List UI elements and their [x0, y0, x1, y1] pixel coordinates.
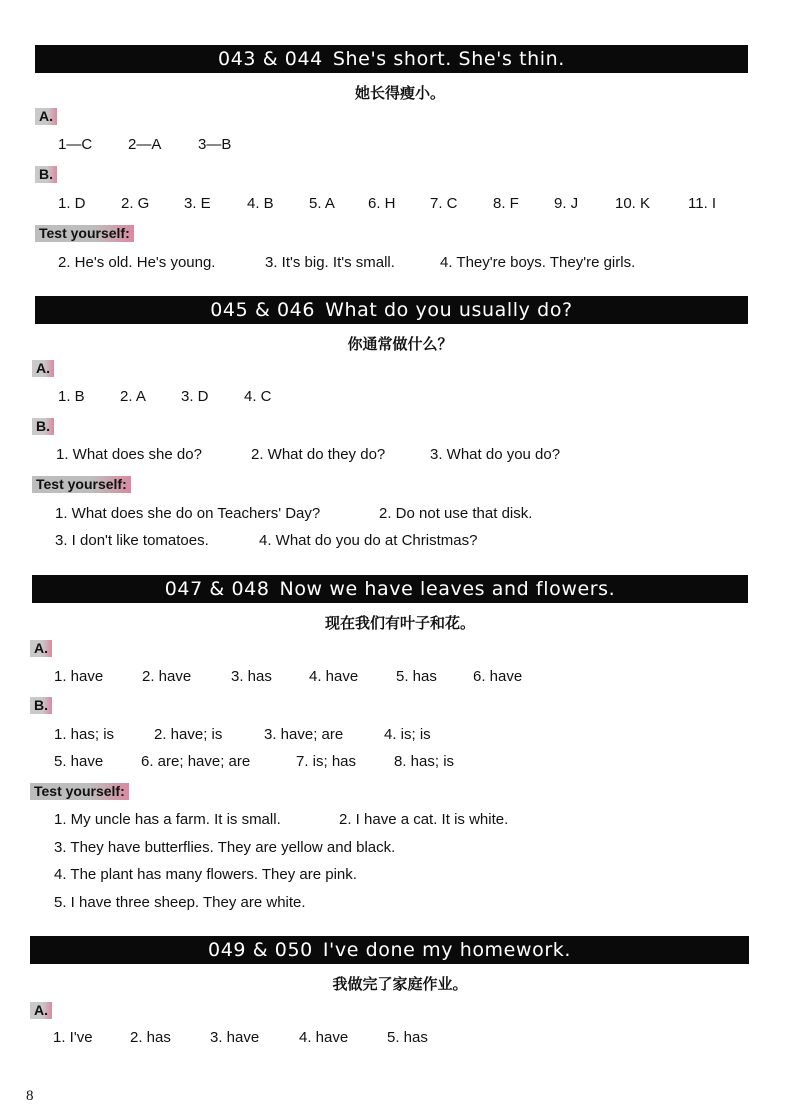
answer-item: 4. have — [299, 1029, 349, 1046]
answer-item: 8. F — [493, 195, 519, 212]
lesson-code: 047 & 048 — [164, 578, 270, 600]
answer-item: 7. is; has — [296, 753, 357, 770]
lesson-chinese-title: 我做完了家庭作业。 — [332, 975, 468, 993]
answer-item: 5. I have three sheep. They are white. — [54, 894, 306, 911]
answer-item: 4. B — [247, 195, 274, 212]
lesson-code: 045 & 046 — [210, 299, 316, 321]
answer-item: 3. They have butterflies. They are yellow and black. — [54, 839, 396, 856]
answer-item: 11. I — [688, 195, 717, 212]
section-label-a: A. — [35, 108, 57, 125]
lesson-chinese-title: 她长得瘦小。 — [354, 84, 445, 102]
answer-item: 3. It's big. It's small. — [265, 254, 395, 271]
answer-item: 5. has — [387, 1029, 428, 1046]
answer-item: 2. He's old. He's young. — [58, 254, 216, 271]
answer-item: 2. What do they do? — [251, 446, 386, 463]
answer-item: 1. has; is — [54, 726, 115, 743]
answer-item: 1. have — [54, 668, 104, 685]
lesson-chinese-title: 现在我们有叶子和花。 — [324, 614, 475, 632]
answer-row — [58, 136, 231, 153]
answer-item: 1. My uncle has a farm. It is small. — [54, 811, 281, 828]
answer-item: 1. What does she do? — [56, 446, 202, 463]
answer-row — [58, 195, 716, 212]
answer-item: 4. C — [244, 388, 272, 405]
answer-row — [55, 532, 477, 549]
answer-item: 1. B — [58, 388, 85, 405]
answer-item: 4. What do you do at Christmas? — [259, 532, 478, 549]
answer-item: 6. H — [368, 195, 396, 212]
answer-item: 2. G — [121, 195, 150, 212]
answer-item: 2—A — [128, 136, 162, 153]
section-label-test-yourself: Test yourself: — [32, 476, 131, 493]
section-label-b: B. — [30, 697, 52, 714]
answer-item: 7. C — [430, 195, 458, 212]
answer-item: 8. has; is — [394, 753, 455, 770]
answer-item: 2. has — [130, 1029, 171, 1046]
answer-item: 5. has — [396, 668, 437, 685]
answer-item: 2. have; is — [154, 726, 223, 743]
answer-item: 1. D — [58, 195, 86, 212]
lesson-banner — [35, 45, 748, 73]
section-label-b: B. — [32, 418, 54, 435]
answer-item: 6. are; have; are — [141, 753, 251, 770]
answer-item: 4. is; is — [384, 726, 431, 743]
answer-item: 4. have — [309, 668, 359, 685]
section-label-a: A. — [30, 1002, 52, 1019]
lesson-banner — [32, 575, 748, 603]
lesson-title: Now we have leaves and flowers. — [279, 578, 616, 600]
answer-item: 4. The plant has many flowers. They are pink. — [54, 866, 357, 883]
lesson-title: I've done my homework. — [322, 939, 571, 961]
lesson-title: What do you usually do? — [325, 299, 573, 321]
answer-item: 6. have — [473, 668, 523, 685]
lesson-banner — [30, 936, 749, 964]
lesson-code: 043 & 044 — [218, 48, 323, 70]
answer-item: 1—C — [58, 136, 93, 153]
answer-row — [54, 839, 395, 856]
answer-item: 3. I don't like tomatoes. — [55, 532, 209, 549]
answer-item: 10. K — [615, 195, 651, 212]
answer-row — [53, 1029, 428, 1046]
answer-row — [55, 505, 532, 522]
lesson-banner — [35, 296, 748, 324]
answer-item: 3. have — [210, 1029, 260, 1046]
section-label-a: A. — [30, 640, 52, 657]
answer-item: 3. have; are — [264, 726, 344, 743]
lesson-chinese-title: 你通常做什么？ — [347, 335, 453, 353]
answer-item: 1. What does she do on Teachers' Day? — [55, 505, 321, 522]
answer-row — [54, 811, 508, 828]
lesson-title: She's short. She's thin. — [332, 48, 565, 70]
answer-item: 3. E — [184, 195, 211, 212]
answer-row — [56, 446, 560, 463]
answer-row — [54, 753, 454, 770]
answer-item: 2. have — [142, 668, 192, 685]
answer-item: 2. I have a cat. It is white. — [339, 811, 509, 828]
answer-item: 3. D — [181, 388, 209, 405]
answer-item: 3. has — [231, 668, 272, 685]
section-label-a: A. — [32, 360, 54, 377]
answer-row — [54, 668, 522, 685]
answer-item: 4. They're boys. They're girls. — [440, 254, 636, 271]
page-number: 8 — [26, 1088, 34, 1104]
section-label-test-yourself: Test yourself: — [35, 225, 134, 242]
answer-row — [54, 894, 306, 911]
answer-item: 5. A — [309, 195, 335, 212]
section-label-b: B. — [35, 166, 57, 183]
answer-row — [58, 388, 272, 405]
answer-row — [58, 254, 635, 271]
answer-item: 3—B — [198, 136, 232, 153]
answer-item: 1. I've — [53, 1029, 93, 1046]
answer-row — [54, 866, 357, 883]
answer-item: 9. J — [554, 195, 579, 212]
answer-item: 2. Do not use that disk. — [379, 505, 533, 522]
answer-item: 2. A — [120, 388, 146, 405]
answer-item: 3. What do you do? — [430, 446, 561, 463]
answer-item: 5. have — [54, 753, 104, 770]
answer-row — [54, 726, 431, 743]
section-label-test-yourself: Test yourself: — [30, 783, 129, 800]
lesson-code: 049 & 050 — [208, 939, 313, 961]
